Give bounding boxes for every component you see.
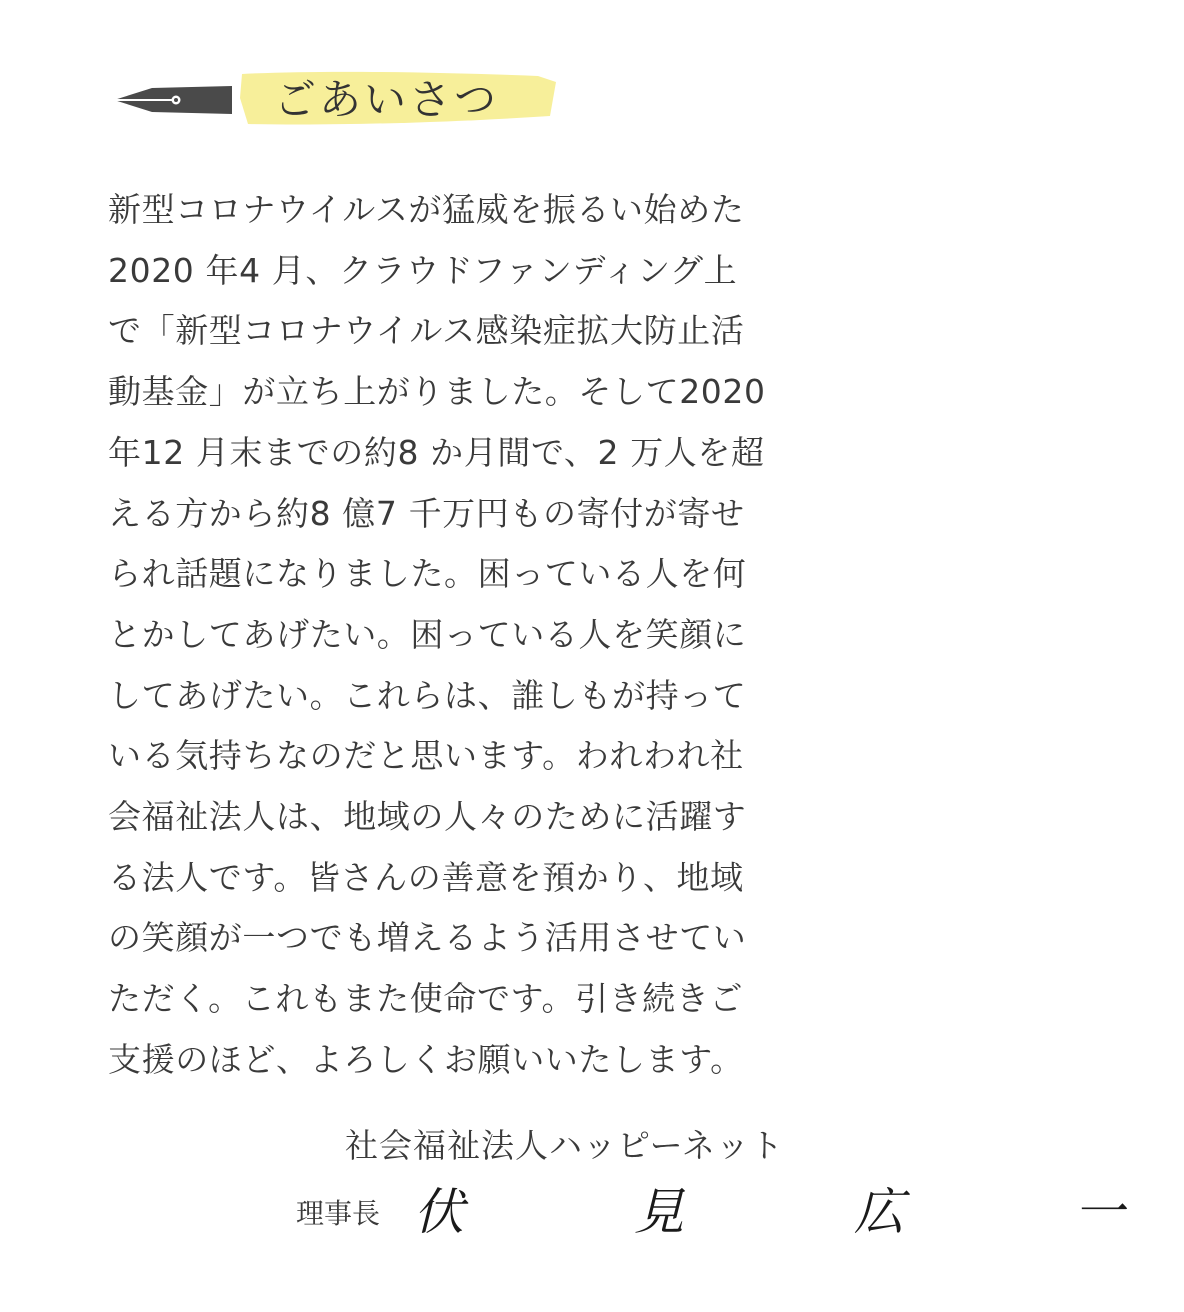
body-line: の笑顔が一つでも増えるよう活用させてい <box>108 918 747 958</box>
body-line: で「新型コロナウイルス感染症拡大防止活 <box>108 311 745 351</box>
body-line: 年12 月末までの約8 か月間で、2 万人を超 <box>108 432 765 472</box>
body-line: ただく。これもまた使命です。引き続きご <box>108 979 744 1019</box>
section-heading <box>112 68 562 134</box>
greeting-body <box>108 180 808 1091</box>
organization-name: 社会福祉法人ハッピーネット <box>344 1126 784 1165</box>
body-line: られ話題になりました。困っている人を何 <box>108 554 747 594</box>
body-line: る法人です。皆さんの善意を預かり、地域 <box>108 857 744 897</box>
body-line: える方から約8 億7 千万円もの寄付が寄せ <box>108 493 745 533</box>
fountain-pen-nib-icon <box>112 80 236 120</box>
body-line: 支援のほど、よろしくお願いいたします。 <box>108 1039 744 1079</box>
body-line: してあげたい。これらは、誰しもが持って <box>108 675 747 715</box>
body-line: 動基金」が立ち上がりました。そして2020 <box>108 372 766 412</box>
body-line: 会福祉法人は、地域の人々のために活躍す <box>108 797 747 837</box>
body-line: とかしてあげたい。困っている人を笑顔に <box>108 614 747 654</box>
body-line: いる気持ちなのだと思います。われわれ社 <box>108 736 744 776</box>
title-highlight <box>238 68 558 130</box>
body-line: 2020 年4 月、クラウドファンディング上 <box>108 250 738 290</box>
body-line: 新型コロナウイルスが猛威を振るい始めた <box>108 190 745 229</box>
chairman-signature: 伏 見 広 一 <box>414 1183 1184 1241</box>
chairman-title: 理事長 <box>296 1197 381 1230</box>
signature-block <box>296 1180 1184 1244</box>
page-title: ごあいさつ <box>274 75 500 124</box>
